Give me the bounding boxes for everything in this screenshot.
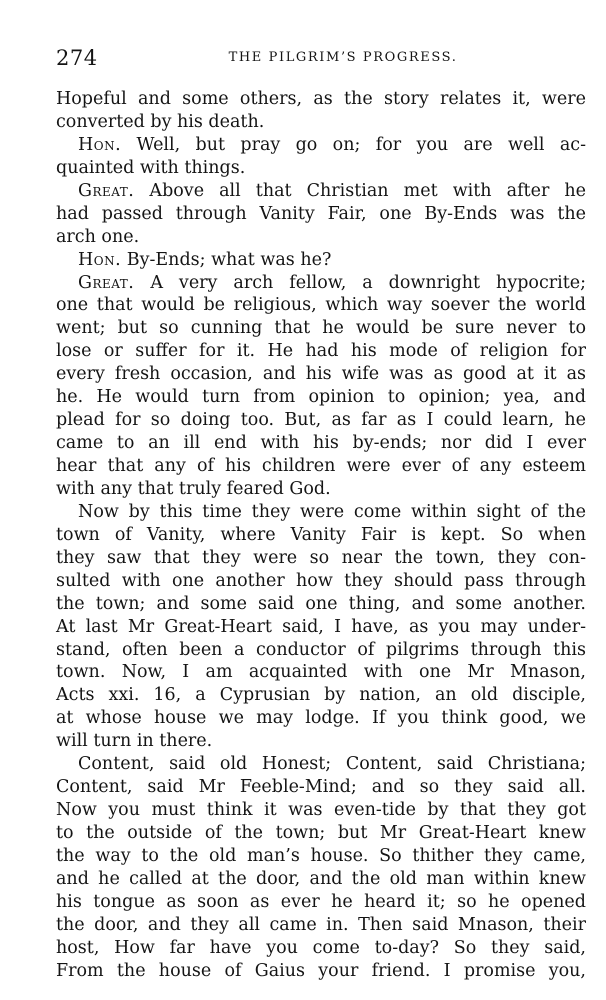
line-text: lose or suffer for it. He had his mode of religion for <box>56 341 586 362</box>
line-text: Content, said old Honest; Content, said Christiana; <box>78 754 586 775</box>
line-text: Now you must think it was even-tide by that they got <box>56 800 586 821</box>
line-text: one that would be religious, which way soever the world <box>56 295 586 316</box>
line-text: town of Vanity, where Vanity Fair is kept. So when <box>56 524 586 545</box>
text-line <box>56 111 586 134</box>
line-text: the town; and some said one thing, and some another. <box>56 593 586 614</box>
text-line <box>56 960 586 983</box>
line-text: he. He would turn from opinion to opinion; yea, and <box>56 387 586 408</box>
line-text: stand, often been a conductor of pilgrims through this <box>56 639 586 660</box>
text-line <box>56 616 586 639</box>
text-line <box>56 570 586 593</box>
line-text: hear that any of his children were ever of any esteem <box>56 456 586 476</box>
text-line <box>56 868 586 891</box>
text-line <box>56 157 586 180</box>
text-line <box>56 547 586 570</box>
line-text: with any that truly feared God. <box>56 478 331 499</box>
line-text: every fresh occasion, and his wife was as good at it as <box>56 364 586 385</box>
text-line <box>56 593 586 616</box>
speaker-label: Hon. <box>78 249 122 270</box>
line-text: converted by his death. <box>56 111 265 132</box>
text-line <box>56 730 586 753</box>
running-title: THE PILGRIM’S PROGRESS. <box>228 50 458 65</box>
line-text: Content, said Mr Feeble-Mind; and so they said all. <box>56 777 586 798</box>
text-line <box>56 937 586 960</box>
text-line <box>56 891 586 914</box>
text-line <box>56 753 586 776</box>
text-line <box>56 684 586 707</box>
text-line <box>56 776 586 799</box>
text-line <box>56 363 586 386</box>
line-text: and he called at the door, and the old man within knew <box>56 868 586 889</box>
line-text: the door, and they all came in. Then said Mnason, their <box>56 914 586 935</box>
text-line <box>56 317 586 340</box>
running-head <box>56 40 586 80</box>
speaker-label: Great. <box>78 272 135 293</box>
text-line <box>56 203 586 226</box>
body-text <box>56 88 586 983</box>
text-line <box>56 340 586 363</box>
line-text: By-Ends; what was he? <box>121 249 332 270</box>
line-text: will turn in there. <box>56 731 213 752</box>
line-text: to the outside of the town; but Mr Great-Heart knew <box>56 823 586 843</box>
line-text: had passed through Vanity Fair, one By-Ends was the <box>56 203 586 224</box>
line-text: sulted with one another how they should pass through <box>56 570 586 591</box>
text-line <box>56 524 586 547</box>
text-line <box>56 455 586 478</box>
text-line <box>56 822 586 845</box>
line-text: at whose house we may lodge. If you think good, we <box>56 708 586 729</box>
line-text: Above all that Christian met with after he <box>134 180 586 201</box>
speaker-label: Great. <box>78 180 135 201</box>
line-text: host, How far have you come to-day? So they said, <box>56 937 586 958</box>
text-line <box>56 501 586 524</box>
text-line <box>56 478 586 501</box>
text-line <box>56 226 586 249</box>
text-line <box>56 914 586 937</box>
text-line <box>56 799 586 822</box>
text-line <box>56 639 586 662</box>
text-line <box>56 134 586 157</box>
text-line <box>56 707 586 730</box>
line-text: quainted with things. <box>56 157 246 178</box>
line-text: Hopeful and some others, as the story relates it, were <box>56 89 586 109</box>
line-text: went; but so cunning that he would be sure never to <box>56 318 586 339</box>
line-text: they saw that they were so near the town, they con- <box>56 547 586 568</box>
text-line <box>56 294 586 317</box>
line-text: Well, but pray go on; for you are well ac- <box>121 134 586 155</box>
text-line <box>56 249 586 272</box>
line-text: A very arch fellow, a downright hypocrite; <box>134 272 586 293</box>
line-text: his tongue as soon as ever he heard it; so he opened <box>56 891 586 912</box>
page-number: 274 <box>56 46 98 70</box>
line-text: From the house of Gaius your friend. I promise you, <box>56 960 586 981</box>
line-text: arch one. <box>56 226 140 247</box>
speaker-label: Hon. <box>78 134 122 155</box>
line-text: At last Mr Great-Heart said, I have, as you may under- <box>56 616 586 637</box>
text-line <box>56 661 586 684</box>
text-line <box>56 272 586 295</box>
line-text: came to an ill end with his by-ends; nor did I ever <box>56 433 586 454</box>
text-line <box>56 88 586 111</box>
text-line <box>56 180 586 203</box>
text-line <box>56 845 586 868</box>
line-text: the way to the old man’s house. So thither they came, <box>56 845 586 866</box>
line-text: Now by this time they were come within sight of the <box>78 501 586 522</box>
text-line <box>56 432 586 455</box>
text-line <box>56 409 586 432</box>
line-text: town. Now, I am acquainted with one Mr Mnason, <box>56 662 586 683</box>
text-line <box>56 386 586 409</box>
line-text: plead for so doing too. But, as far as I could learn, he <box>56 410 586 431</box>
line-text: Acts xxi. 16, a Cyprusian by nation, an old disciple, <box>56 685 586 706</box>
